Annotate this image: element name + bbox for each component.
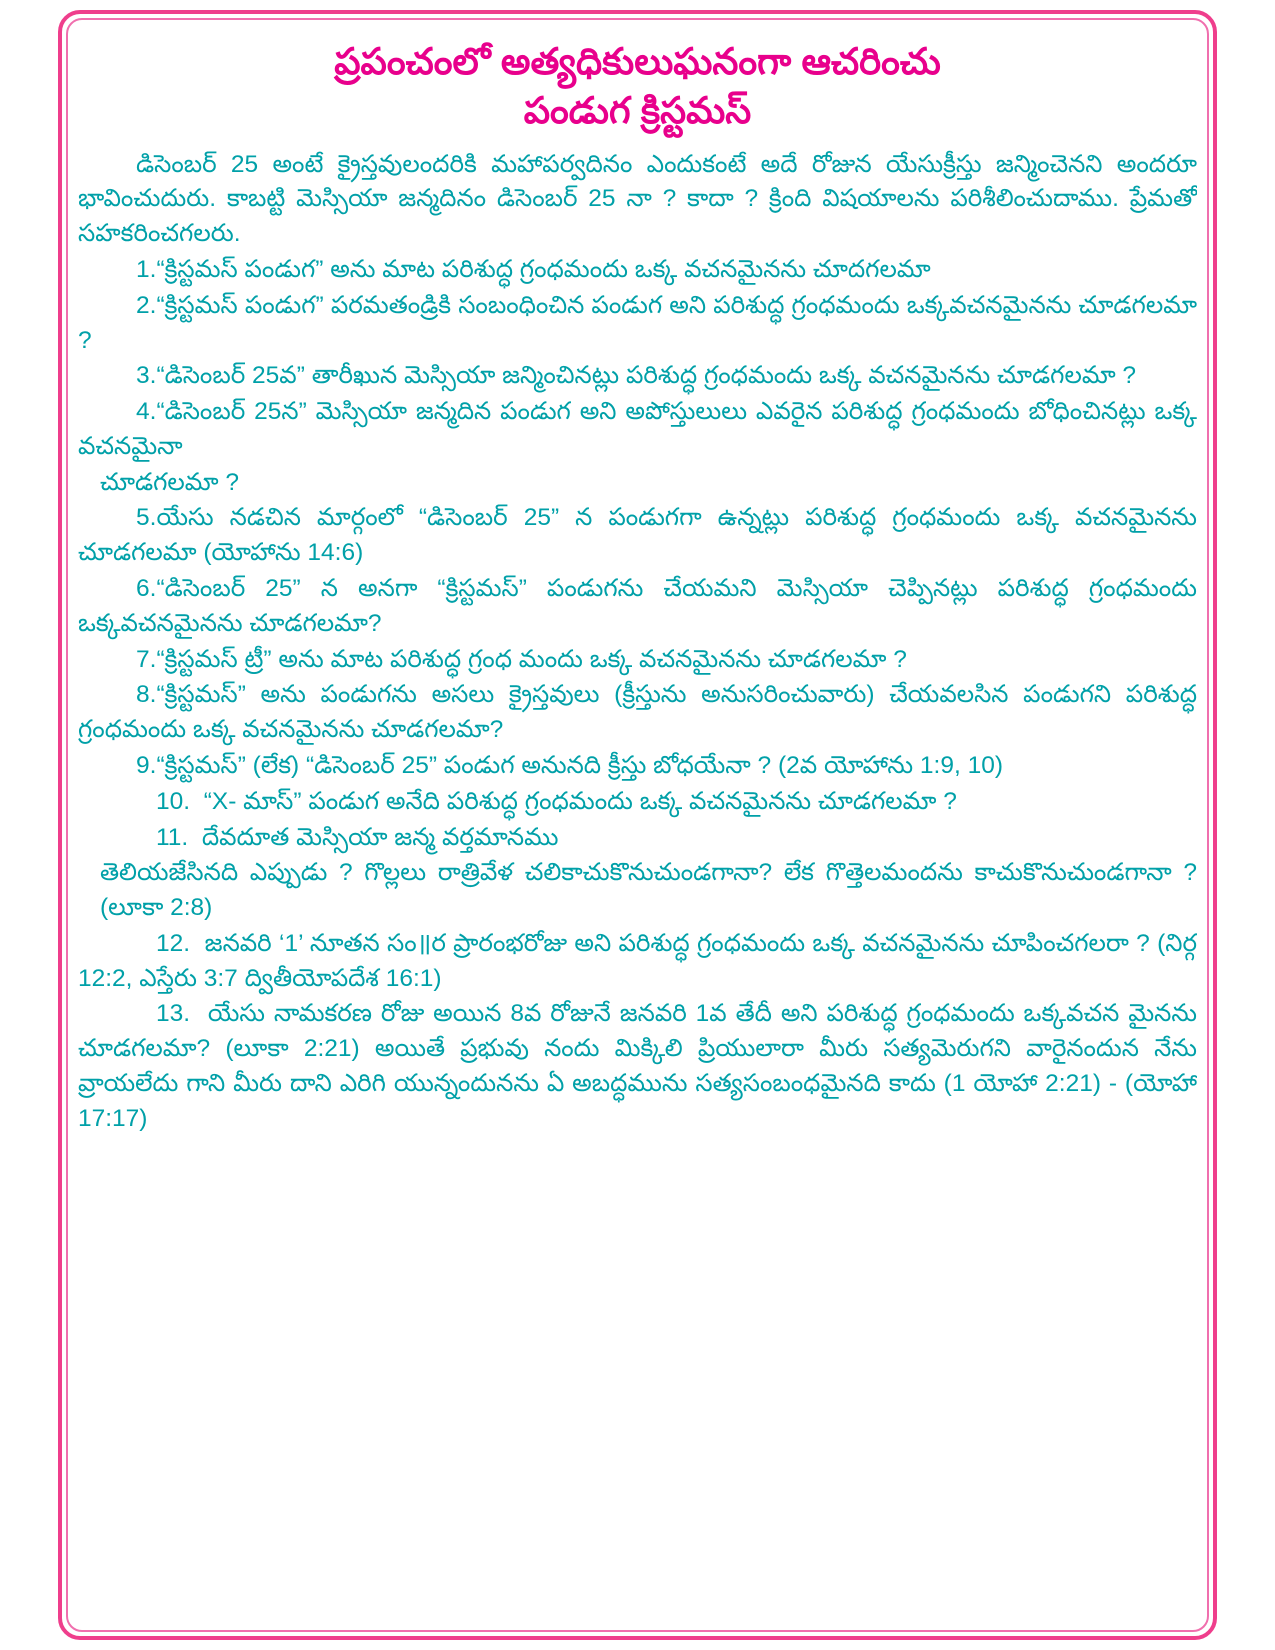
question-number-9: 9.: [136, 751, 157, 779]
question-text-5: యేసు నడచిన మార్గంలో “డిసెంబర్ 25” న పండుగగా ఉన్నట్లు పరిశుద్ధ గ్రంధమందు ఒక్క వచనమైనను చూడగలమా (యోహాను 14:6): [78, 504, 1197, 567]
question-text-6: “డిసెంబర్ 25” న అనగా “క్రిస్టమస్” పండుగను చేయమని మెస్సియా చెప్పినట్లు పరిశుద్ధ గ్రంధమందు ఒక్కవచనమైనను చూడగలమా?: [78, 575, 1197, 637]
question-text-10: “X- మాస్” పండుగ అనేది పరిశుద్ధ గ్రంధమందు ఒక్క వచనమైనను చూడగలమా ?: [203, 787, 957, 815]
question-text-13: యేసు నామకరణ రోజు అయిన 8వ రోజునే జనవరి 1వ తేదీ అని పరిశుద్ధ గ్రంధమందు ఒక్కవచన మైనను చూడగలమా? (లూకా 2:21) అయితే ప్రభువు నందు మిక్కిలి ప్రియులారా మీరు సత్యమెరుగని వారైనందున నేను వ్రాయలేదు గాని మీరు దాని ఎరిగి యున్నందునను ఏ అబద్ధమును సత్యసంబంధమైనది కాదు (1 యోహా 2:21) - (యోహా 17:17): [78, 1000, 1197, 1132]
question-item-11-continuation: తెలియజేసినది ఎప్పుడు ? గొల్లలు రాత్రివేళ చలికాచుకొనుచుండగానా? లేక గొత్తెలమందను కాచుకొనుచుండగానా ? (లూకా 2:8): [100, 859, 1197, 922]
question-text-7: “క్రిస్టమస్ ట్రీ” అను మాట పరిశుద్ధ గ్రంధ మందు ఒక్క వచనమైనను చూడగలమా ?: [156, 645, 907, 673]
question-item-12: [78, 927, 1197, 997]
question-number-2: 2.: [136, 291, 157, 319]
question-number-8: 8.: [136, 681, 157, 709]
question-item-3: [78, 359, 1197, 394]
question-number-12: 12.: [156, 929, 191, 957]
question-number-3: 3.: [136, 362, 157, 390]
question-item-9: [78, 749, 1197, 784]
question-text-12: జనవరి ‘1’ నూతన సం॥ర ప్రారంభరోజు అని పరిశుద్ధ గ్రంధమందు ఒక్క వచనమైనను చూపించగలరా ? (నిర్గ 12:2, ఎస్తేరు 3:7 ద్వితీయోపదేశ 16:1): [78, 929, 1197, 992]
question-number-11: 11.: [156, 823, 189, 851]
question-number-7: 7.: [136, 645, 157, 673]
page-title-line-2: పండుగ క్రిస్టమస్: [523, 89, 752, 131]
intro-paragraph: డిసెంబర్ 25 అంటే క్రైస్తవులందరికి మహాపర్వదినం ఎందుకంటే అదే రోజున యేసుక్రీస్తు జన్మించెనని అందరూ భావించుదురు. కాబట్టి మెస్సియా జన్మదినం డిసెంబర్ 25 నా ? కాదా ? క్రింది విషయాలను పరిశీలించుదాము. ప్రేమతో సహకరించగలరు.: [78, 150, 1197, 248]
question-number-5: 5.: [136, 504, 157, 532]
question-item-7: [78, 643, 1197, 678]
question-item-6: [78, 572, 1197, 642]
question-item-13: [78, 997, 1197, 1136]
question-text-2: “క్రిస్టమస్ పండుగ” పరమతండ్రికి సంబంధించిన పండుగ అని పరిశుద్ధ గ్రంధమందు ఒక్కవచనమైనను చూడగలమా ?: [78, 291, 1197, 354]
question-item-10: [78, 785, 1197, 820]
question-item-1: [78, 253, 1197, 288]
page-title-line-1: ప్రపంచంలో అత్యధికులుఘనంగా ఆచరించు: [334, 41, 941, 82]
document-content: [78, 32, 1197, 1620]
question-text-8: “క్రిస్టమస్” అను పండుగను అసలు క్రైస్తవులు (క్రీస్తును అనుసరించువారు) చేయవలసిన పండుగని పరిశుద్ధ గ్రంధమందు ఒక్క వచనమైనను చూడగలమా?: [78, 681, 1197, 744]
question-text-1: “క్రిస్టమస్ పండుగ” అను మాట పరిశుద్ధ గ్రంధమందు ఒక్క వచనమైనను చూదగలమా: [156, 256, 931, 283]
question-item-4: [78, 395, 1197, 465]
question-text-11: దేవదూత మెస్సియా జన్మ వర్తమానము: [201, 823, 559, 851]
question-number-4: 4.: [136, 398, 157, 426]
question-text-4: “డిసెంబర్ 25న” మెస్సియా జన్మదిన పండుగ అని అపోస్తులులు ఎవరైన పరిశుద్ధ గ్రంధమందు బోధించినట్లు ఒక్క వచనమైనా: [78, 398, 1197, 460]
question-number-13: 13.: [156, 1000, 191, 1028]
question-item-11: [78, 821, 1197, 856]
document-body: [78, 148, 1197, 1137]
question-number-6: 6.: [136, 575, 157, 603]
page-title: [78, 38, 1197, 136]
question-number-10: 10.: [156, 787, 191, 815]
question-item-2: [78, 289, 1197, 359]
question-item-8: [78, 678, 1197, 748]
question-item-4-continuation: చూడగలమా ?: [100, 468, 239, 496]
question-text-9: “క్రిస్టమస్” (లేక) “డిసెంబర్ 25” పండుగ అనునది క్రీస్తు బోధయేనా ? (2వ యోహాను 1:9, 10): [156, 751, 1003, 779]
question-text-3: “డిసెంబర్ 25వ” తారీఖున మెస్సియా జన్మించినట్లు పరిశుద్ధ గ్రంధమందు ఒక్క వచనమైనను చూడగలమా ?: [156, 362, 1137, 390]
question-number-1: 1.: [136, 256, 157, 283]
question-item-5: [78, 501, 1197, 571]
